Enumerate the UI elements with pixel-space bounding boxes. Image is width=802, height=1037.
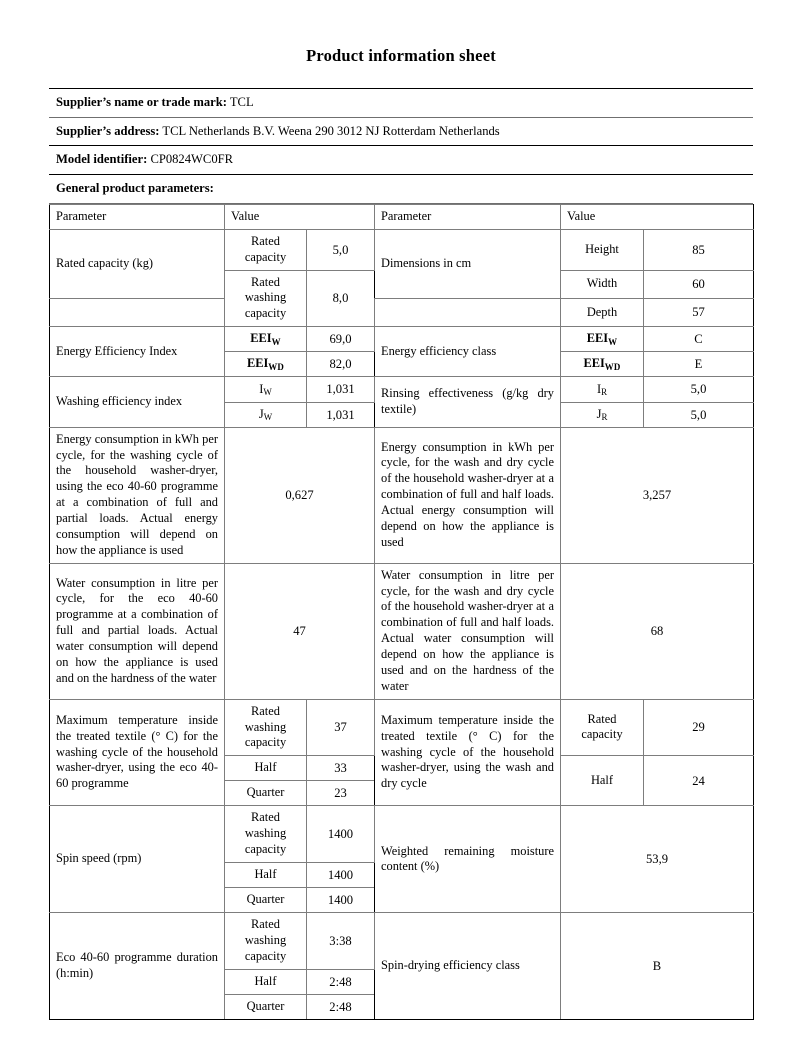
eei-wd-value: 82,0 <box>307 352 375 377</box>
table-row <box>50 229 754 270</box>
jr-subscript: R <box>601 412 608 423</box>
model-identifier-label: Model identifier: <box>56 152 148 167</box>
max-temp-wash-sub-0-value: 37 <box>307 699 375 756</box>
eei-class-w-value: C <box>644 327 754 352</box>
eco-duration-sub-1-name: Half <box>225 969 307 994</box>
spin-speed-label: Spin speed (rpm) <box>50 806 225 913</box>
supplier-address-row <box>49 117 753 146</box>
jw-value: 1,031 <box>307 402 375 427</box>
moisture-content-value: 53,9 <box>561 806 754 913</box>
max-temp-wash-sub-2-value: 23 <box>307 781 375 806</box>
max-temp-wash-sub-0-name: Rated washing capacity <box>225 699 307 756</box>
energy-consumption-wash-value: 0,627 <box>225 427 375 563</box>
washing-efficiency-index-label: Washing efficiency index <box>50 377 225 427</box>
eei-w-name: $EEI_W$ <box>225 327 307 352</box>
spacer-left <box>50 298 225 326</box>
energy-consumption-washdry-label: Energy consumption in kWh per cycle, for the wash and dry cycle of the household washer-dryer at a combination of full and half loads. Actual energy consumption will depend on how the appliance is used <box>375 427 561 563</box>
rated-capacity-sub-0-value: 5,0 <box>307 229 375 270</box>
table-row <box>50 913 754 970</box>
model-identifier-value: CP0824WC0FR <box>150 152 234 167</box>
spin-speed-sub-1-value: 1400 <box>307 863 375 888</box>
supplier-name-label: Supplier’s name or trade mark: <box>56 95 227 109</box>
spin-drying-class-label: Spin-drying efficiency class <box>375 913 561 1020</box>
dimensions-sub-0-name: Height <box>561 229 644 270</box>
col-header-parameter-right: Parameter <box>375 204 561 229</box>
max-temp-wash-sub-1-value: 33 <box>307 756 375 781</box>
energy-efficiency-class-label: Energy efficiency class <box>375 327 561 377</box>
dimensions-sub-2-name: Depth <box>561 298 644 326</box>
dimensions-sub-2-value: 57 <box>644 298 754 326</box>
max-temp-wash-sub-2-name: Quarter <box>225 781 307 806</box>
eei-class-w-name: $EEI_W$ <box>561 327 644 352</box>
dimensions-sub-1-value: 60 <box>644 270 754 298</box>
spin-speed-sub-1-name: Half <box>225 863 307 888</box>
supplier-address-value: TCL Netherlands B.V. Weena 290 3012 NJ Rotterdam Netherlands <box>162 123 500 138</box>
dimensions-label: Dimensions in cm <box>375 229 561 298</box>
iw-name: $I_W$ <box>225 377 307 402</box>
eei-w-subscript: W <box>271 336 281 347</box>
jw-subscript: W <box>263 412 273 423</box>
ir-name: $I_R$ <box>561 377 644 402</box>
max-temperature-wash-label: Maximum temperature inside the treated textile (° C) for the washing cycle of the household washer-dryer, using the eco 40-60 programme <box>50 699 225 806</box>
page-title: Product information sheet <box>306 46 496 65</box>
water-consumption-washdry-label: Water consumption in litre per cycle, for the wash and dry cycle of the household washer-dryer at a combination of full and half loads. Actual water consumption will depend on how the appliance is used and on the hardness of the water <box>375 563 561 699</box>
rinsing-effectiveness-label: Rinsing effectiveness (g/kg dry textile) <box>375 377 561 427</box>
jr-name: $J_R$ <box>561 402 644 427</box>
rated-capacity-sub-1-name: Rated washing capacity <box>225 270 307 327</box>
eei-wd-name: $EEI_{WD}$ <box>225 352 307 377</box>
spin-speed-sub-0-name: Rated washing capacity <box>225 806 307 863</box>
spin-speed-sub-2-name: Quarter <box>225 888 307 913</box>
eco-duration-sub-0-value: 3:38 <box>307 913 375 970</box>
max-temp-washdry-sub-1-value: 24 <box>644 756 754 806</box>
table-row <box>50 298 754 326</box>
ir-subscript: R <box>601 387 608 397</box>
water-consumption-wash-value: 47 <box>225 563 375 699</box>
eei-w-value: 69,0 <box>307 327 375 352</box>
rated-capacity-label: Rated capacity (kg) <box>50 229 225 298</box>
supplier-header-table <box>49 88 753 204</box>
water-consumption-washdry-value: 68 <box>561 563 754 699</box>
eei-class-w-subscript: W <box>608 336 618 347</box>
col-header-value-right: Value <box>561 204 754 229</box>
ir-value: 5,0 <box>644 377 754 402</box>
general-product-parameters-table <box>49 204 754 1020</box>
spin-speed-sub-0-value: 1400 <box>307 806 375 863</box>
energy-efficiency-index-label: Energy Efficiency Index <box>50 327 225 377</box>
eei-class-wd-subscript: WD <box>604 361 621 372</box>
general-parameters-cell <box>49 175 753 204</box>
iw-subscript: W <box>263 387 272 397</box>
model-identifier-row <box>49 146 753 175</box>
supplier-name-cell <box>49 89 753 118</box>
col-header-value-left: Value <box>225 204 375 229</box>
eei-wd-subscript: WD <box>268 361 285 372</box>
rated-capacity-sub-0-name: Rated capacity <box>225 229 307 270</box>
col-header-parameter-left: Parameter <box>50 204 225 229</box>
dimensions-sub-0-value: 85 <box>644 229 754 270</box>
table-row <box>50 427 754 563</box>
eco-duration-sub-0-name: Rated washing capacity <box>225 913 307 970</box>
supplier-address-cell <box>49 117 753 146</box>
spacer-mid <box>375 298 561 326</box>
energy-consumption-wash-label: Energy consumption in kWh per cycle, for the washing cycle of the household washer-dryer, using the eco 40-60 programme at a combination of full and partial loads. Actual energy consumption will depend on how the appliance is used <box>50 427 225 563</box>
supplier-name-row <box>49 89 753 118</box>
moisture-content-label: Weighted remaining moisture content (%) <box>375 806 561 913</box>
table-row <box>50 699 754 756</box>
jw-name: $J_W$ <box>225 402 307 427</box>
water-consumption-wash-label: Water consumption in litre per cycle, for the eco 40-60 programme at a combination of full and partial loads. Actual water consumption will depend on how the appliance is used and on the hardness of the water <box>50 563 225 699</box>
rated-capacity-sub-1-value: 8,0 <box>307 270 375 327</box>
eco-duration-sub-1-value: 2:48 <box>307 969 375 994</box>
dimensions-sub-1-name: Width <box>561 270 644 298</box>
table-row <box>50 377 754 402</box>
eco-duration-label: Eco 40-60 programme duration (h:min) <box>50 913 225 1020</box>
table-header-row <box>50 204 754 229</box>
spin-drying-class-value: B <box>561 913 754 1020</box>
max-temperature-washdry-label: Maximum temperature inside the treated textile (° C) for the washing cycle of the household washer-dryer, using the wash and dry cycle <box>375 699 561 806</box>
max-temp-washdry-sub-0-value: 29 <box>644 699 754 756</box>
iw-value: 1,031 <box>307 377 375 402</box>
spin-speed-sub-2-value: 1400 <box>307 888 375 913</box>
energy-consumption-washdry-value: 3,257 <box>561 427 754 563</box>
supplier-address-label: Supplier’s address: <box>56 123 160 138</box>
max-temp-wash-sub-1-name: Half <box>225 756 307 781</box>
general-parameters-row <box>49 175 753 204</box>
model-identifier-cell <box>49 146 753 175</box>
table-row <box>50 327 754 352</box>
general-parameters-label: General product parameters: <box>56 181 214 196</box>
eei-class-wd-value: E <box>644 352 754 377</box>
eco-duration-sub-2-name: Quarter <box>225 995 307 1020</box>
jr-value: 5,0 <box>644 402 754 427</box>
supplier-name-value: TCL <box>229 95 254 109</box>
max-temp-washdry-sub-1-name: Half <box>561 756 644 806</box>
table-row <box>50 563 754 699</box>
max-temp-washdry-sub-0-name: Rated capacity <box>561 699 644 756</box>
eei-class-wd-name: $EEI_{WD}$ <box>561 352 644 377</box>
table-row <box>50 806 754 863</box>
eco-duration-sub-2-value: 2:48 <box>307 995 375 1020</box>
